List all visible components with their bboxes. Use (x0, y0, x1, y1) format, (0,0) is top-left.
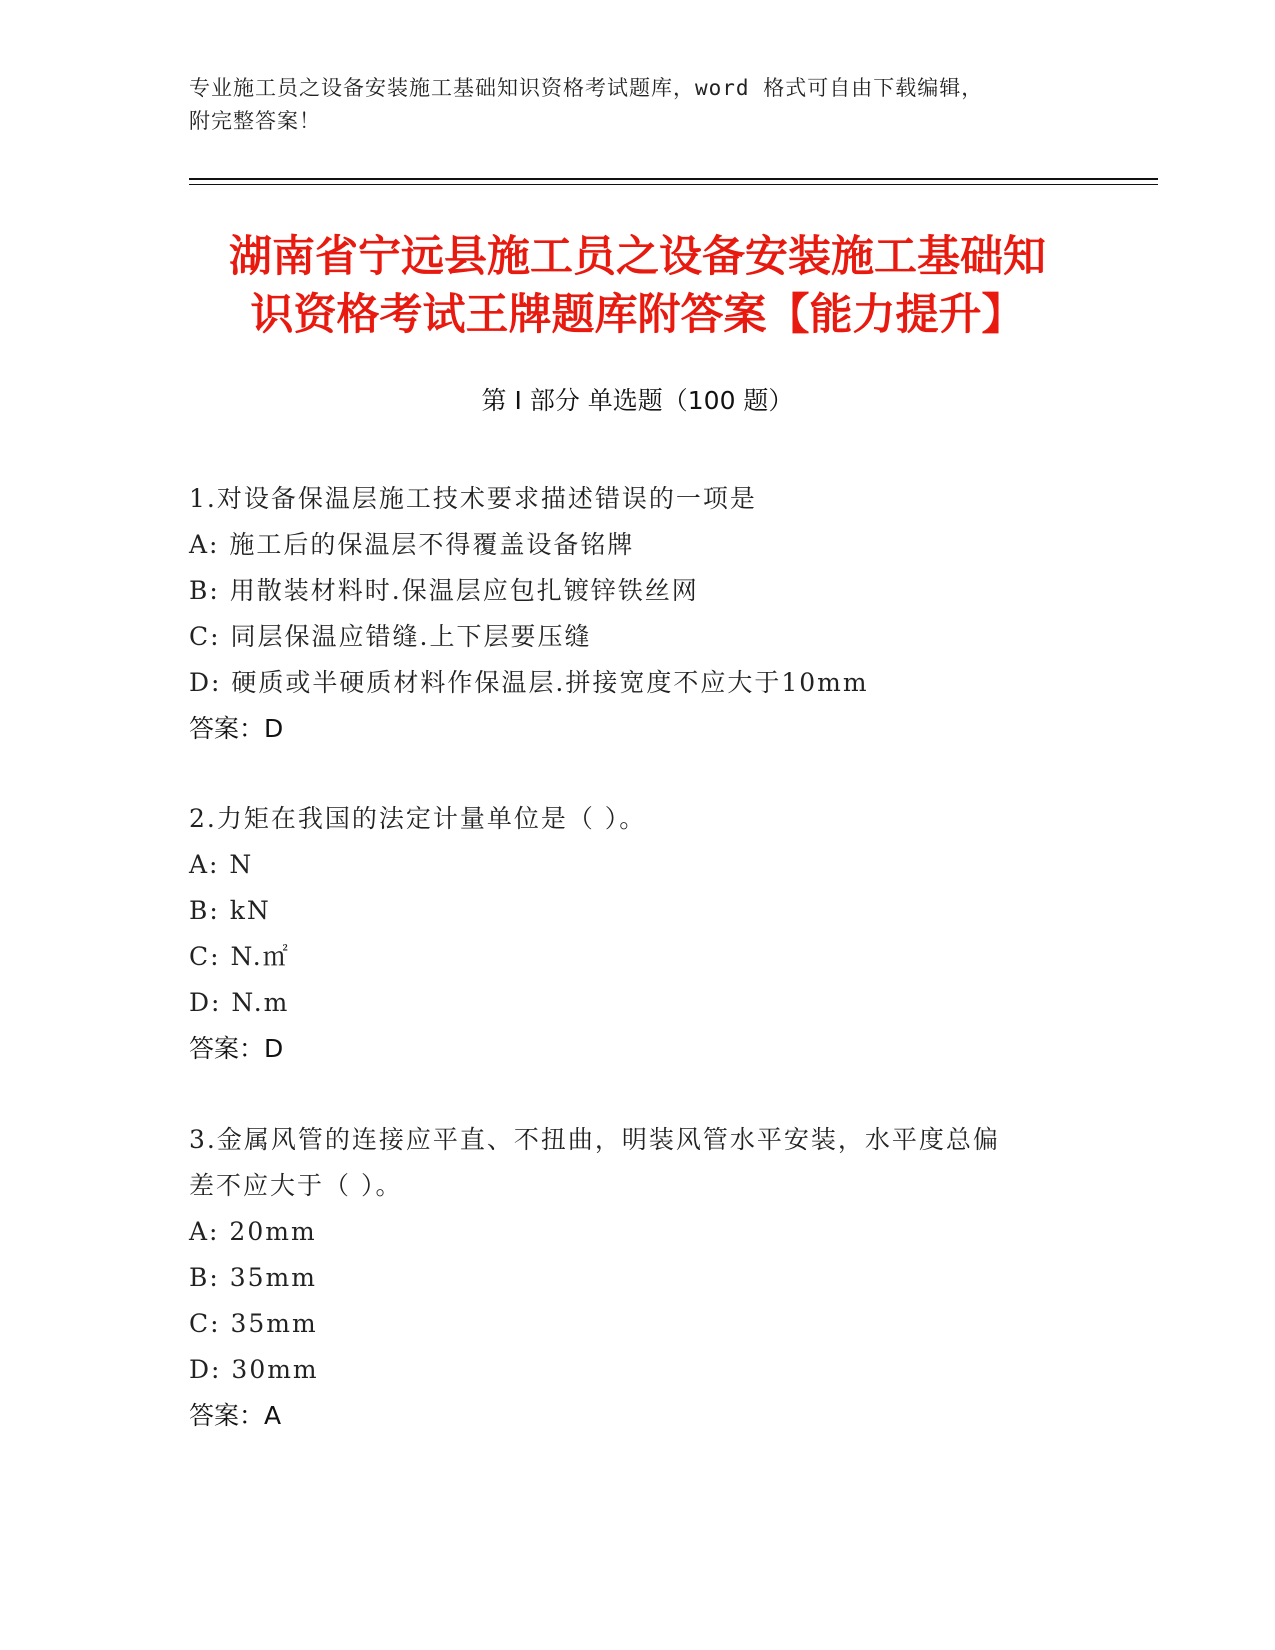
option-a: A: 20mm (189, 1217, 317, 1246)
question-stem-continued: 差不应大于（ ）。 (189, 1171, 403, 1200)
header-divider (189, 178, 1158, 180)
question-stem: 2.力矩在我国的法定计量单位是（ ）。 (189, 804, 647, 833)
question-block (189, 476, 1089, 752)
document-title-line: 识资格考试王牌题库附答案【能力提升】 (250, 290, 1025, 340)
option-c: C: N.㎡ (189, 942, 290, 971)
question-block (189, 796, 1089, 1072)
option-d: D: 硬质或半硬质材料作保温层.拼接宽度不应大于10mm (189, 668, 869, 697)
option-c: C: 35mm (189, 1309, 318, 1338)
document-title-line: 湖南省宁远县施工员之设备安装施工基础知 (229, 232, 1046, 282)
question-stem: 3.金属风管的连接应平直、不扭曲，明装风管水平安装，水平度总偏 (189, 1125, 1000, 1154)
option-a: A: N (189, 850, 254, 879)
option-b: B: 用散装材料时.保温层应包扎镀锌铁丝网 (189, 576, 699, 605)
header-note (189, 72, 1089, 138)
section-title: 第 I 部分 单选题（100 题） (481, 386, 794, 415)
option-d: D: 30mm (189, 1355, 319, 1384)
answer-line: 答案：A (189, 1401, 282, 1430)
option-b: B: 35mm (189, 1263, 317, 1292)
answer-line: 答案：D (189, 1034, 284, 1063)
header-note-line: 专业施工员之设备安装施工基础知识资格考试题库，word 格式可自由下载编辑， (189, 76, 984, 100)
document-title (150, 228, 1125, 344)
question-block (189, 1117, 1089, 1439)
header-divider-thin (189, 184, 1158, 185)
option-a: A: 施工后的保温层不得覆盖设备铭牌 (189, 530, 635, 559)
option-d: D: N.m (189, 988, 290, 1017)
answer-line: 答案：D (189, 714, 284, 743)
option-b: B: kN (189, 896, 271, 925)
header-note-line: 附完整答案！ (189, 109, 321, 133)
option-c: C: 同层保温应错缝.上下层要压缝 (189, 622, 592, 651)
question-stem: 1.对设备保温层施工技术要求描述错误的一项是 (189, 484, 757, 513)
